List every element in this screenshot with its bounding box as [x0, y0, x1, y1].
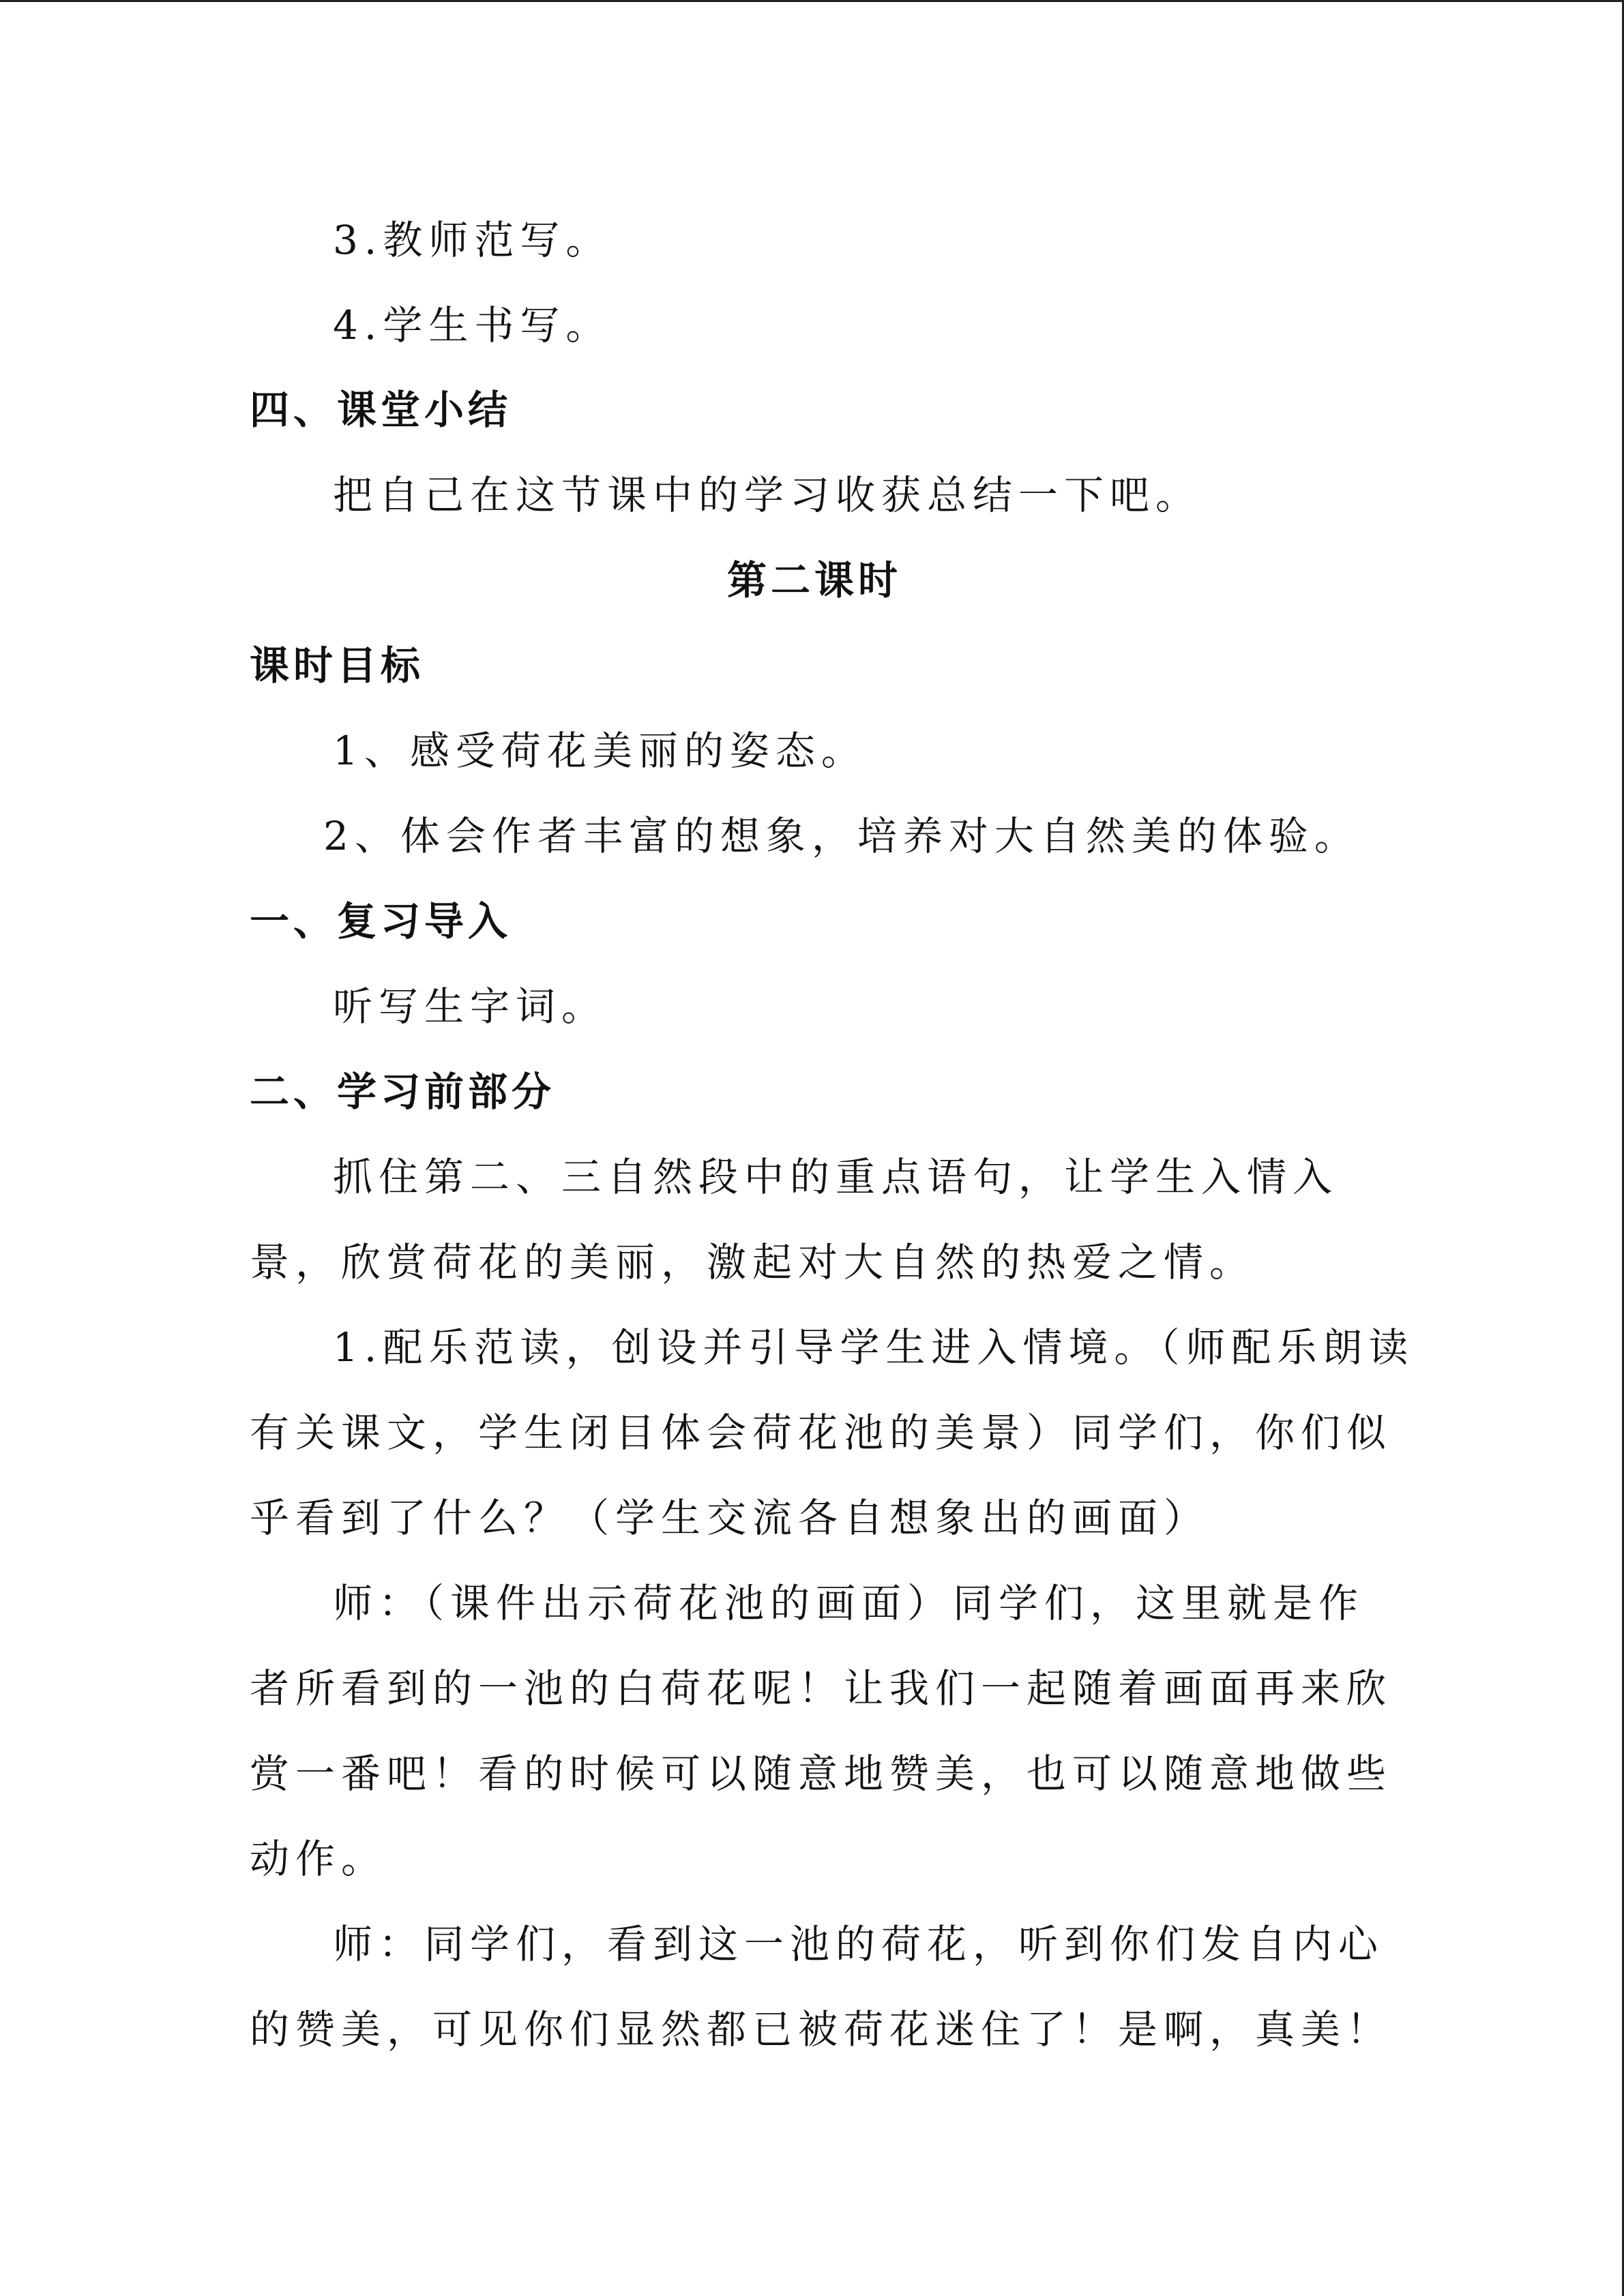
- paragraph-line: 赏一番吧！看的时候可以随意地赞美，也可以随意地做些: [250, 1750, 1393, 1797]
- paragraph-line: 者所看到的一池的白荷花呢！让我们一起随着画面再来欣: [250, 1665, 1393, 1712]
- section-title-second-lesson: 第二课时: [727, 557, 902, 603]
- paragraph-line: 抓住第二、三自然段中的重点语句，让学生入情入: [333, 1154, 1339, 1200]
- goal-1: 1、感受荷花美丽的姿态。: [333, 728, 867, 774]
- page-border-top: [0, 0, 1624, 2]
- paragraph-line: 师：同学们，看到这一池的荷花，听到你们发自内心: [333, 1921, 1385, 1967]
- paragraph-line: 景，欣赏荷花的美丽，激起对大自然的热爱之情。: [250, 1239, 1256, 1285]
- goal-2: 2、体会作者丰富的想象，培养对大自然美的体验。: [323, 813, 1360, 859]
- heading-study-first-part: 二、学习前部分: [250, 1069, 556, 1115]
- step-3-line: 3.教师范写。: [333, 217, 612, 263]
- paragraph-line: 师：（课件出示荷花池的画面）同学们，这里就是作: [333, 1580, 1365, 1626]
- paragraph-line: 有关课文，学生闭目体会荷花池的美景）同学们，你们似: [250, 1410, 1393, 1456]
- summary-text: 把自己在这节课中的学习收获总结一下吧。: [333, 472, 1202, 518]
- paragraph-line: 动作。: [250, 1836, 387, 1882]
- heading-class-summary: 四、课堂小结: [250, 387, 512, 433]
- step-4-line: 4.学生书写。: [333, 302, 612, 348]
- paragraph-line: 1.配乐范读，创设并引导学生进入情境。（师配乐朗读: [333, 1324, 1415, 1371]
- paragraph-line: 乎看到了什么？（学生交流各自想象出的画面）: [250, 1495, 1210, 1541]
- heading-lesson-goals: 课时目标: [250, 642, 425, 689]
- dictation-text: 听写生字词。: [333, 983, 608, 1030]
- paragraph-line: 的赞美，可见你们显然都已被荷花迷住了！是啊，真美！: [250, 2006, 1393, 2053]
- heading-review-intro: 一、复习导入: [250, 898, 512, 944]
